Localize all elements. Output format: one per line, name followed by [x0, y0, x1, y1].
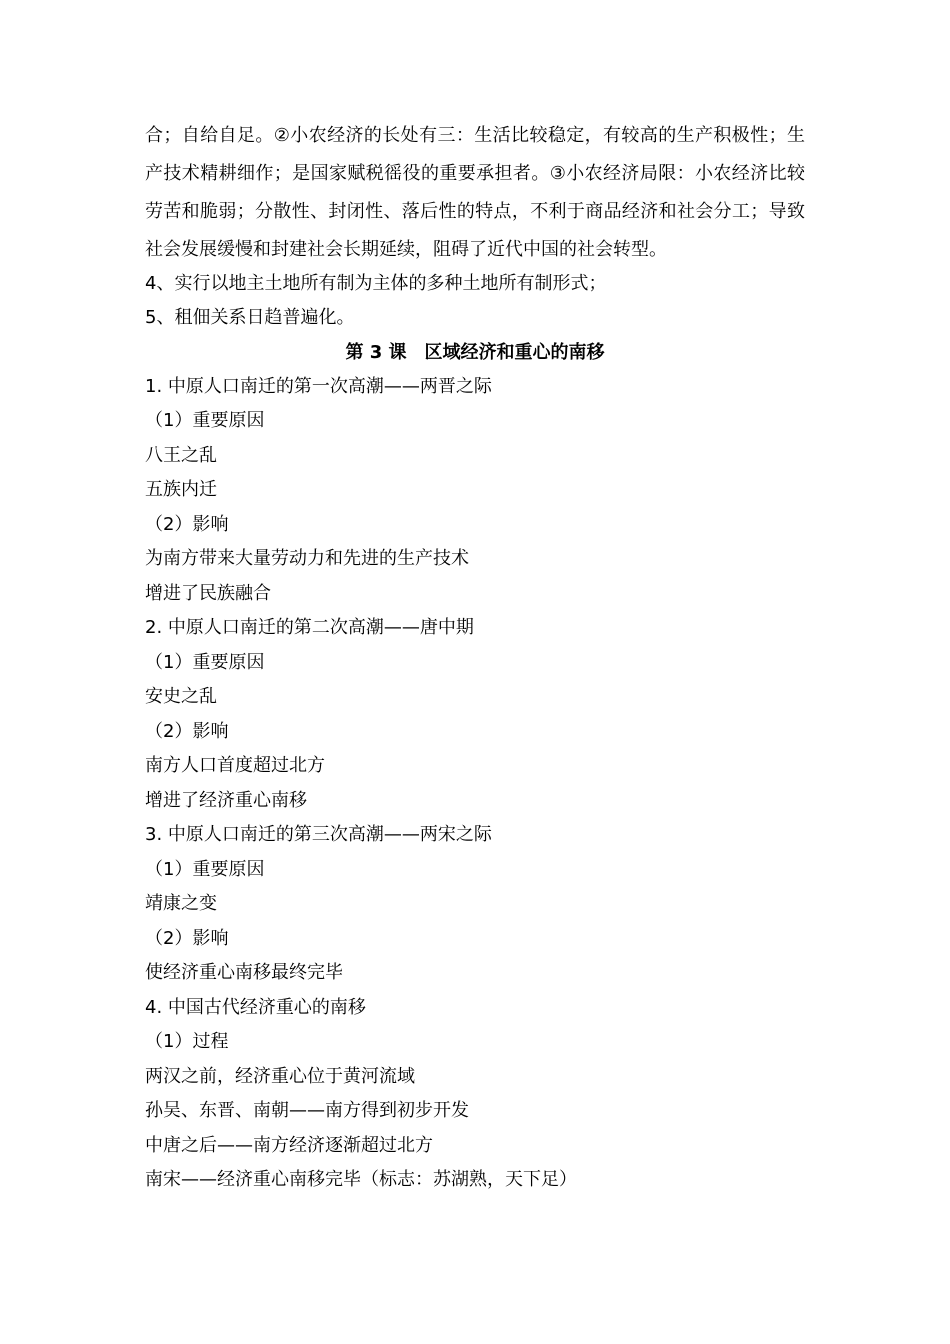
lesson-line: 4. 中国古代经济重心的南移: [145, 997, 366, 1018]
lesson-line: 3. 中原人口南迁的第三次高潮——两宋之际: [145, 824, 492, 845]
lesson-line: 为南方带来大量劳动力和先进的生产技术: [145, 548, 469, 569]
lesson-line: 1. 中原人口南迁的第一次高潮——两晋之际: [145, 376, 492, 397]
lesson-line: 靖康之变: [145, 893, 217, 914]
lesson-line: 南方人口首度超过北方: [145, 755, 325, 776]
lesson-line: （2）影响: [145, 928, 229, 949]
lesson-line: 八王之乱: [145, 445, 217, 466]
lesson-line: 孙吴、东晋、南朝——南方得到初步开发: [145, 1100, 469, 1121]
lesson-line: （1）重要原因: [145, 859, 265, 880]
lesson-line: （2）影响: [145, 514, 229, 535]
lesson-line: （1）重要原因: [145, 410, 265, 431]
lesson-line: 安史之乱: [145, 686, 217, 707]
lesson-line: （2）影响: [145, 721, 229, 742]
lesson-line: 中唐之后——南方经济逐渐超过北方: [145, 1135, 433, 1156]
lesson-line: （1）重要原因: [145, 652, 265, 673]
lesson-line: 南宋——经济重心南移完毕（标志：苏湖熟，天下足）: [145, 1169, 577, 1190]
intro-item-4: 4、实行以地主土地所有制为主体的多种土地所有制形式；: [145, 273, 607, 294]
lesson-line: 增进了民族融合: [145, 583, 271, 604]
lesson-title: 第 3 课 区域经济和重心的南移: [345, 342, 605, 363]
lesson-line: 两汉之前，经济重心位于黄河流域: [145, 1066, 415, 1087]
lesson-line: （1）过程: [145, 1031, 229, 1052]
lesson-line: 五族内迁: [145, 479, 217, 500]
lesson-line: 使经济重心南移最终完毕: [145, 962, 343, 983]
lesson-line: 2. 中原人口南迁的第二次高潮——唐中期: [145, 617, 474, 638]
intro-paragraph: 合；自给自足。②小农经济的长处有三：生活比较稳定，有较高的生产积极性；生产技术精耕细作；是国家赋税徭役的重要承担者。③小农经济局限：小农经济比较劳苦和脆弱；分散性、封闭性、落后性的特点，不利于商品经济和社会分工；导致社会发展缓慢和封建社会长期延续，阻碍了近代中国的社会转型。: [145, 125, 805, 260]
lesson-line: 增进了经济重心南移: [145, 790, 307, 811]
intro-item-5: 5、租佃关系日趋普遍化。: [145, 307, 355, 328]
